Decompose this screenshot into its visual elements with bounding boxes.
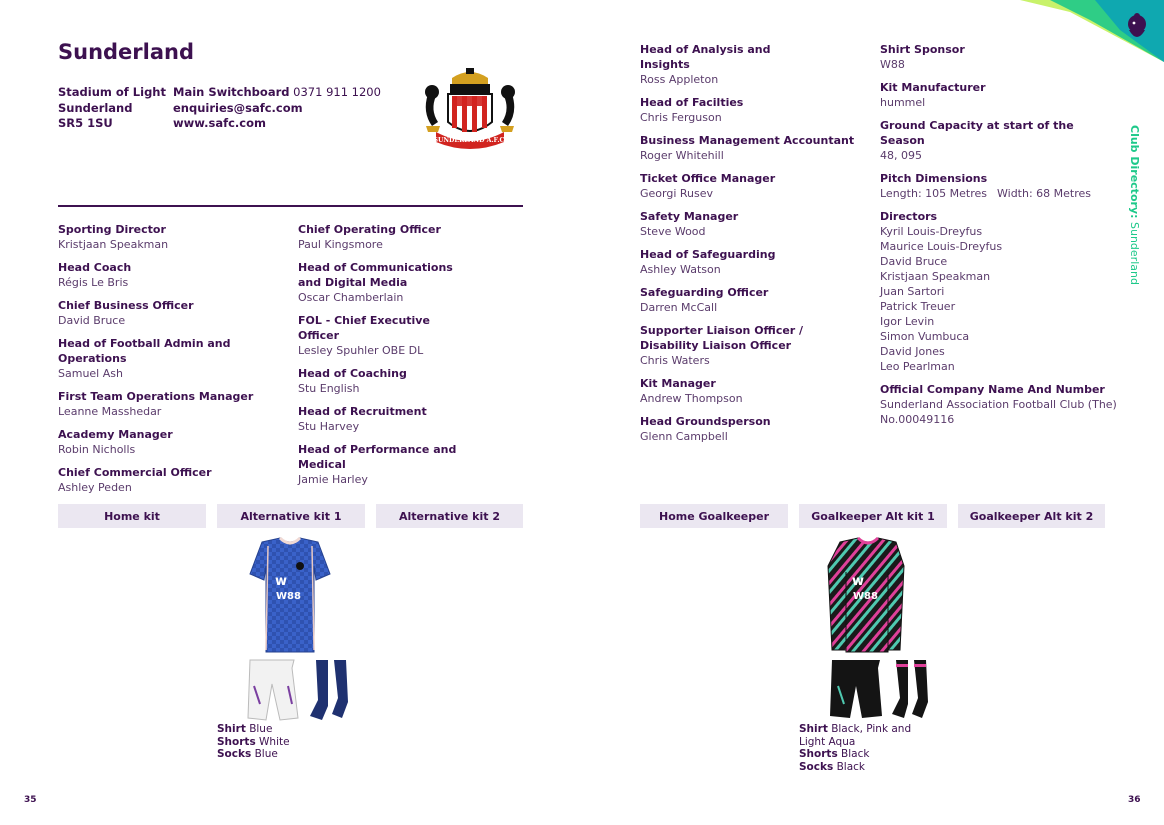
side-section-label bbox=[1128, 125, 1141, 285]
director-name: Kyril Louis-Dreyfus bbox=[880, 225, 983, 238]
info-label: Ground Capacity at start of the Season bbox=[880, 119, 1074, 147]
pitch-length: Length: 105 Metres bbox=[880, 187, 987, 200]
gk-kit-sponsor-text: W88 bbox=[853, 591, 878, 602]
staff-name: Kristjaan Speakman bbox=[58, 238, 169, 251]
staff-role: Safety Manager bbox=[640, 210, 739, 223]
staff-entry bbox=[298, 222, 468, 252]
staff-role: Supporter Liaison Officer / Disability Liaison Officer bbox=[640, 324, 804, 352]
staff-entry bbox=[298, 366, 468, 396]
staff-entry bbox=[298, 313, 468, 358]
staff-entry bbox=[58, 222, 293, 252]
svg-text:w: w bbox=[852, 574, 865, 589]
tab-home-kit[interactable]: Home kit bbox=[58, 504, 206, 528]
info-label: Kit Manufacturer bbox=[880, 81, 986, 94]
info-value: W88 bbox=[880, 58, 905, 71]
info-label: Shirt Sponsor bbox=[880, 43, 965, 56]
tab-home-goalkeeper[interactable]: Home Goalkeeper bbox=[640, 504, 788, 528]
info-label: Pitch Dimensions bbox=[880, 172, 988, 185]
staff-name: Samuel Ash bbox=[58, 367, 123, 380]
director-name: Leo Pearlman bbox=[880, 360, 955, 373]
staff-name: Georgi Rusev bbox=[640, 187, 714, 200]
crest-text: SUNDERLAND A.F.C. bbox=[433, 137, 507, 144]
premier-league-lion-icon bbox=[1124, 12, 1150, 44]
switchboard-number: 0371 911 1200 bbox=[293, 85, 381, 99]
club-name: Sunderland bbox=[58, 40, 195, 64]
tab-goalkeeper-alt-kit-2[interactable]: Goalkeeper Alt kit 2 bbox=[958, 504, 1105, 528]
staff-entry bbox=[58, 465, 293, 495]
staff-entry bbox=[640, 285, 815, 315]
staff-name: Darren McCall bbox=[640, 301, 718, 314]
side-label-normal: Sunderland bbox=[1128, 222, 1141, 285]
staff-entry bbox=[58, 298, 293, 328]
director-name: Simon Vumbuca bbox=[880, 330, 970, 343]
club-crest bbox=[418, 66, 522, 152]
kit-socks-label: Socks bbox=[217, 748, 252, 760]
staff-role: Head of Safeguarding bbox=[640, 248, 776, 261]
staff-name: Steve Wood bbox=[640, 225, 706, 238]
staff-role: First Team Operations Manager bbox=[58, 390, 254, 403]
staff-role: FOL - Chief Executive Officer bbox=[298, 314, 430, 342]
staff-entry bbox=[640, 414, 815, 444]
switchboard-label: Main Switchboard bbox=[173, 85, 290, 99]
staff-role: Sporting Director bbox=[58, 223, 166, 236]
staff-entry bbox=[298, 442, 468, 487]
staff-name: Jamie Harley bbox=[298, 473, 368, 486]
staff-entry bbox=[640, 133, 855, 163]
kit-shirt-label: Shirt bbox=[799, 723, 828, 735]
address-line: Sunderland bbox=[58, 100, 133, 115]
kit-socks-color: Black bbox=[836, 760, 865, 773]
staff-name: Stu Harvey bbox=[298, 420, 360, 433]
info-label: Directors bbox=[880, 210, 938, 223]
staff-name: Régis Le Bris bbox=[58, 276, 129, 289]
staff-entry bbox=[640, 323, 815, 368]
tab-goalkeeper-alt-kit-1[interactable]: Goalkeeper Alt kit 1 bbox=[799, 504, 947, 528]
staff-name: Ross Appleton bbox=[640, 73, 719, 86]
kit-socks-color: Blue bbox=[254, 748, 278, 760]
staff-role: Head of Facilties bbox=[640, 96, 744, 109]
kit-shirt-label: Shirt bbox=[217, 723, 246, 735]
kit-shorts-label: Shorts bbox=[799, 748, 838, 760]
staff-role: Ticket Office Manager bbox=[640, 172, 776, 185]
staff-role: Chief Operating Officer bbox=[298, 223, 441, 236]
staff-entry bbox=[640, 247, 815, 277]
staff-name: Lesley Spuhler OBE DL bbox=[298, 344, 424, 357]
alternative-kit-1-description bbox=[217, 723, 290, 761]
director-name: Maurice Louis-Dreyfus bbox=[880, 240, 1003, 253]
staff-entry bbox=[640, 376, 815, 406]
director-name: Patrick Treuer bbox=[880, 300, 956, 313]
staff-name: Stu English bbox=[298, 382, 360, 395]
svg-text:w: w bbox=[275, 574, 288, 589]
staff-name: Paul Kingsmore bbox=[298, 238, 383, 251]
kit-shorts-label: Shorts bbox=[217, 735, 256, 748]
shirt-sponsor bbox=[880, 42, 1120, 72]
staff-role: Head of Analysis and Insights bbox=[640, 43, 771, 71]
kit-shirt-color-cont: Light Aqua bbox=[799, 735, 856, 748]
page-number-right: 36 bbox=[1128, 795, 1141, 805]
kit-socks-label: Socks bbox=[799, 760, 834, 773]
staff-name: Oscar Chamberlain bbox=[298, 291, 404, 304]
staff-entry bbox=[640, 209, 815, 239]
company-info bbox=[880, 382, 1120, 427]
staff-role: Academy Manager bbox=[58, 428, 173, 441]
staff-name: Andrew Thompson bbox=[640, 392, 743, 405]
staff-name: Glenn Campbell bbox=[640, 430, 728, 443]
staff-column-2 bbox=[298, 222, 468, 495]
staff-name: Robin Nicholls bbox=[58, 443, 136, 456]
club-contact bbox=[173, 85, 381, 132]
staff-role: Head Coach bbox=[58, 261, 132, 274]
staff-name: Chris Waters bbox=[640, 354, 710, 367]
kit-shorts-color: White bbox=[259, 735, 290, 748]
goalkeeper-alt-kit-1-description bbox=[799, 723, 911, 773]
staff-entry bbox=[640, 95, 815, 125]
staff-role: Head of Coaching bbox=[298, 367, 407, 380]
club-address bbox=[58, 85, 166, 132]
staff-name: David Bruce bbox=[58, 314, 126, 327]
staff-entry bbox=[640, 42, 815, 87]
kit-shirt-color: Black, Pink and bbox=[831, 723, 912, 735]
staff-name: Leanne Masshedar bbox=[58, 405, 162, 418]
staff-name: Ashley Peden bbox=[58, 481, 132, 494]
staff-role: Chief Business Officer bbox=[58, 299, 194, 312]
director-name: Igor Levin bbox=[880, 315, 935, 328]
page-number-left: 35 bbox=[24, 795, 37, 805]
ground-capacity bbox=[880, 118, 1120, 163]
side-label-bold: Club Directory: bbox=[1128, 125, 1141, 219]
address-line: Stadium of Light bbox=[58, 85, 166, 99]
kit-shirt-color: Blue bbox=[249, 723, 273, 735]
staff-entry bbox=[298, 404, 468, 434]
staff-role: Head of Recruitment bbox=[298, 405, 427, 418]
staff-role: Head Groundsperson bbox=[640, 415, 771, 428]
director-name: Kristjaan Speakman bbox=[880, 270, 991, 283]
info-value: hummel bbox=[880, 96, 926, 109]
director-name: Juan Sartori bbox=[880, 285, 945, 298]
pitch-dimensions bbox=[880, 171, 1120, 201]
staff-role: Chief Commercial Officer bbox=[58, 466, 212, 479]
director-name: David Bruce bbox=[880, 255, 948, 268]
staff-role: Safeguarding Officer bbox=[640, 286, 769, 299]
staff-entry bbox=[58, 427, 293, 457]
staff-column-1 bbox=[58, 222, 293, 503]
staff-role: Head of Performance and Medical bbox=[298, 443, 457, 471]
tab-alternative-kit-1[interactable]: Alternative kit 1 bbox=[217, 504, 365, 528]
staff-name: Roger Whitehill bbox=[640, 149, 724, 162]
tab-alternative-kit-2[interactable]: Alternative kit 2 bbox=[376, 504, 523, 528]
staff-entry bbox=[58, 260, 293, 290]
staff-role: Business Management Accountant bbox=[640, 134, 855, 147]
kit-sponsor-text: W88 bbox=[276, 591, 301, 602]
kit-shorts-color: Black bbox=[841, 748, 870, 760]
staff-column-3 bbox=[640, 42, 855, 452]
alternative-kit-1-image bbox=[232, 536, 362, 722]
club-email[interactable]: enquiries@safc.com bbox=[173, 100, 303, 115]
staff-name: Ashley Watson bbox=[640, 263, 721, 276]
info-label: Official Company Name And Number bbox=[880, 383, 1105, 396]
staff-entry bbox=[58, 389, 293, 419]
address-line: SR5 1SU bbox=[58, 116, 113, 130]
staff-role: Head of Football Admin and Operations bbox=[58, 337, 231, 365]
staff-role: Head of Communications and Digital Media bbox=[298, 261, 453, 289]
info-value: 48, 095 bbox=[880, 149, 922, 162]
staff-role: Kit Manager bbox=[640, 377, 716, 390]
company-name: Sunderland Association Football Club (The) bbox=[880, 398, 1117, 411]
kit-manufacturer bbox=[880, 80, 1120, 110]
director-name: David Jones bbox=[880, 345, 945, 358]
staff-entry bbox=[58, 336, 293, 381]
section-divider bbox=[58, 205, 523, 207]
goalkeeper-alt-kit-1-image bbox=[812, 536, 938, 722]
directors bbox=[880, 209, 1120, 374]
staff-entry bbox=[298, 260, 468, 305]
staff-name: Chris Ferguson bbox=[640, 111, 722, 124]
staff-entry bbox=[640, 171, 815, 201]
pitch-width: Width: 68 Metres bbox=[997, 187, 1092, 200]
club-info-column bbox=[880, 42, 1120, 435]
club-website[interactable]: www.safc.com bbox=[173, 116, 266, 130]
company-number: No.00049116 bbox=[880, 413, 955, 426]
